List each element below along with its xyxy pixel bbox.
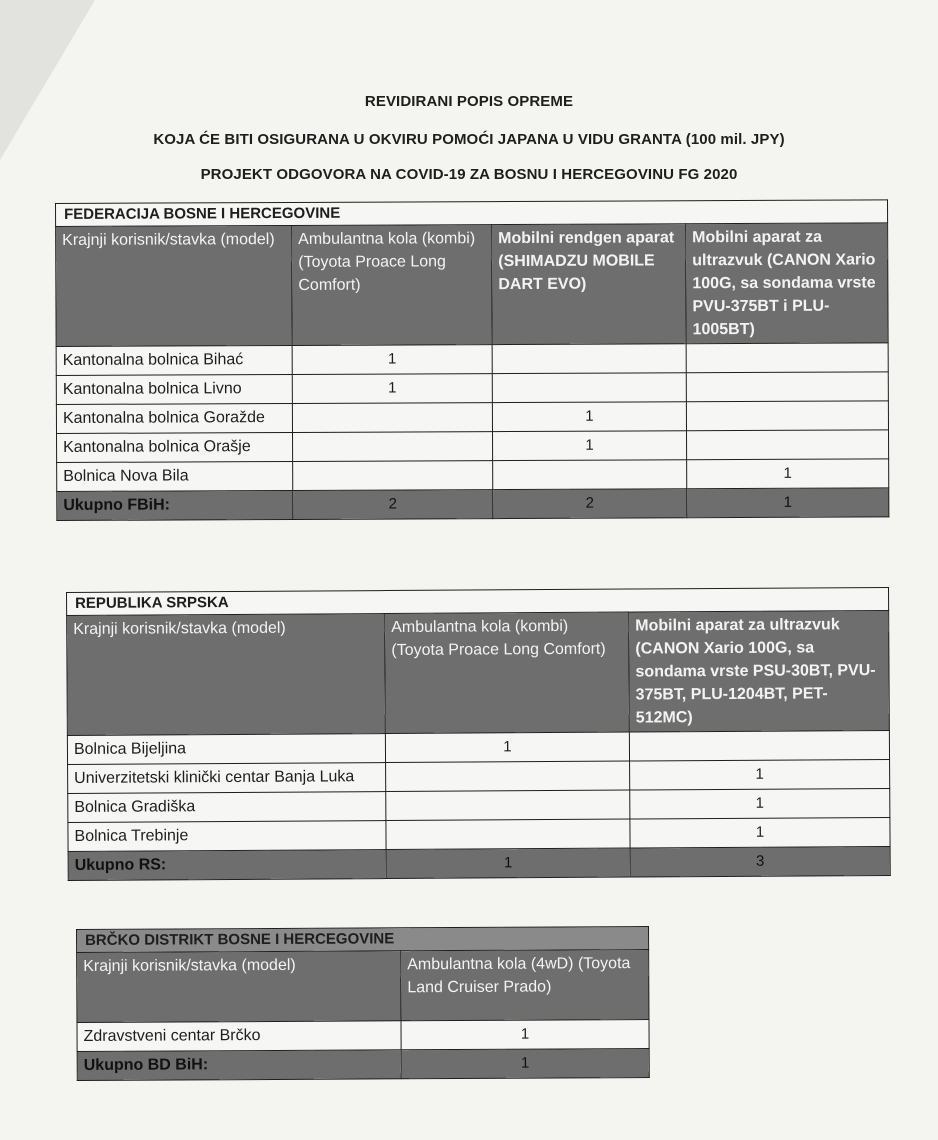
- ambulance-qty: 1: [401, 1020, 649, 1050]
- beneficiary-name: Univerzitetski klinički centar Banja Luka: [68, 763, 386, 794]
- bd-total-row: [77, 1049, 649, 1081]
- beneficiary-name: Kantonalna bolnica Bihać: [56, 345, 292, 375]
- ambulance-qty: [293, 432, 493, 462]
- beneficiary-name: Bolnica Trebinje: [68, 821, 386, 852]
- table-row: [57, 430, 889, 463]
- total-ambulance: 1: [401, 1049, 649, 1079]
- total-label: Ukupno BD BiH:: [77, 1050, 401, 1081]
- fbih-table: [55, 199, 889, 521]
- ambulance-qty: 1: [292, 345, 492, 375]
- xray-qty: [492, 344, 686, 374]
- beneficiary-name: Kantonalna bolnica Livno: [56, 374, 292, 404]
- bd-header-ambulance: Ambulantna kola (4wD) (Toyota Land Cruiser Prado): [401, 950, 649, 1021]
- ultrasound-qty: 1: [630, 759, 890, 790]
- rs-total-row: [68, 846, 890, 880]
- ultrasound-qty: 1: [687, 459, 889, 489]
- ultrasound-qty: [686, 430, 888, 460]
- ambulance-qty: [386, 819, 630, 849]
- ultrasound-qty: [686, 343, 888, 373]
- table-row: [57, 459, 889, 492]
- beneficiary-name: Bolnica Bijeljina: [67, 734, 385, 765]
- total-label: Ukupno RS:: [68, 850, 386, 881]
- total-ultrasound: 1: [687, 488, 889, 518]
- beneficiary-name: Kantonalna bolnica Goražde: [56, 403, 292, 433]
- fbih-header-xray: Mobilni rendgen aparat (SHIMADZU MOBILE DART EVO): [492, 224, 687, 345]
- fbih-header-ambulance: Ambulantna kola (kombi) (Toyota Proace Long Comfort): [292, 225, 493, 346]
- bd-header-row: [77, 950, 649, 1023]
- fbih-section-title: FEDERACIJA BOSNE I HERCEGOVINE: [56, 200, 888, 227]
- xray-qty: [493, 460, 687, 490]
- ambulance-qty: [386, 761, 630, 791]
- table-row: [77, 1020, 649, 1052]
- rs-header-ambulance: Ambulantna kola (kombi) (Toyota Proace Long Comfort): [385, 612, 630, 733]
- table-row: [56, 401, 888, 434]
- fbih-header-row: [56, 223, 889, 347]
- total-label: Ukupno FBiH:: [57, 490, 293, 520]
- beneficiary-name: Bolnica Nova Bila: [57, 461, 293, 491]
- bd-header-beneficiary: Krajnji korisnik/stavka (model): [77, 951, 401, 1023]
- total-ambulance: 2: [293, 490, 493, 520]
- rs-table: [66, 587, 891, 881]
- beneficiary-name: Bolnica Gradiška: [68, 792, 386, 823]
- table-row: [56, 372, 888, 405]
- ambulance-qty: 1: [292, 374, 492, 404]
- ambulance-qty: [292, 403, 492, 433]
- fbih-header-beneficiary: Krajnji korisnik/stavka (model): [56, 225, 293, 346]
- xray-qty: [492, 373, 686, 403]
- ultrasound-qty: [686, 372, 888, 402]
- ultrasound-qty: 1: [630, 817, 890, 848]
- bd-section-title: BRČKO DISTRIKT BOSNE I HERCEGOVINE: [77, 927, 649, 953]
- ambulance-qty: 1: [385, 732, 629, 762]
- total-ultrasound: 3: [630, 846, 890, 877]
- ultrasound-qty: [686, 401, 888, 431]
- xray-qty: 1: [493, 431, 687, 461]
- xray-qty: 1: [492, 402, 686, 432]
- beneficiary-name: Kantonalna bolnica Orašje: [57, 432, 293, 462]
- table-row: [56, 343, 888, 376]
- bd-section-row: [77, 927, 649, 953]
- project-title: PROJEKT ODGOVORA NA COVID-19 ZA BOSNU I HERCEGOVINU FG 2020: [200, 166, 738, 183]
- beneficiary-name: Zdravstveni centar Brčko: [77, 1021, 401, 1052]
- rs-section-title: REPUBLIKA SRPSKA: [67, 587, 889, 615]
- rs-header-ultrasound: Mobilni aparat za ultrazvuk (CANON Xario 100G, sa sondama vrste PSU-30BT, PVU-375BT, PLU-1204BT, PET-512MC): [629, 610, 890, 732]
- total-ambulance: 1: [386, 848, 630, 878]
- fbih-header-ultrasound: Mobilni aparat za ultrazvuk (CANON Xario 100G, sa sondama vrste PVU-375BT i PLU-1005BT): [686, 223, 889, 344]
- ambulance-qty: [293, 461, 493, 491]
- document-title: REVIDIRANI POPIS OPREME: [364, 93, 574, 110]
- rs-header-beneficiary: Krajnji korisnik/stavka (model): [67, 614, 386, 736]
- ultrasound-qty: [629, 730, 889, 761]
- bd-table: [76, 926, 650, 1081]
- rs-header-row: [67, 610, 890, 735]
- total-xray: 2: [493, 489, 687, 519]
- document-subtitle: KOJA ĆE BITI OSIGURANA U OKVIRU POMOĆI JAPANA U VIDU GRANTA (100 mil. JPY): [153, 131, 785, 148]
- ultrasound-qty: 1: [630, 788, 890, 819]
- ambulance-qty: [386, 790, 630, 820]
- fbih-total-row: [57, 488, 889, 521]
